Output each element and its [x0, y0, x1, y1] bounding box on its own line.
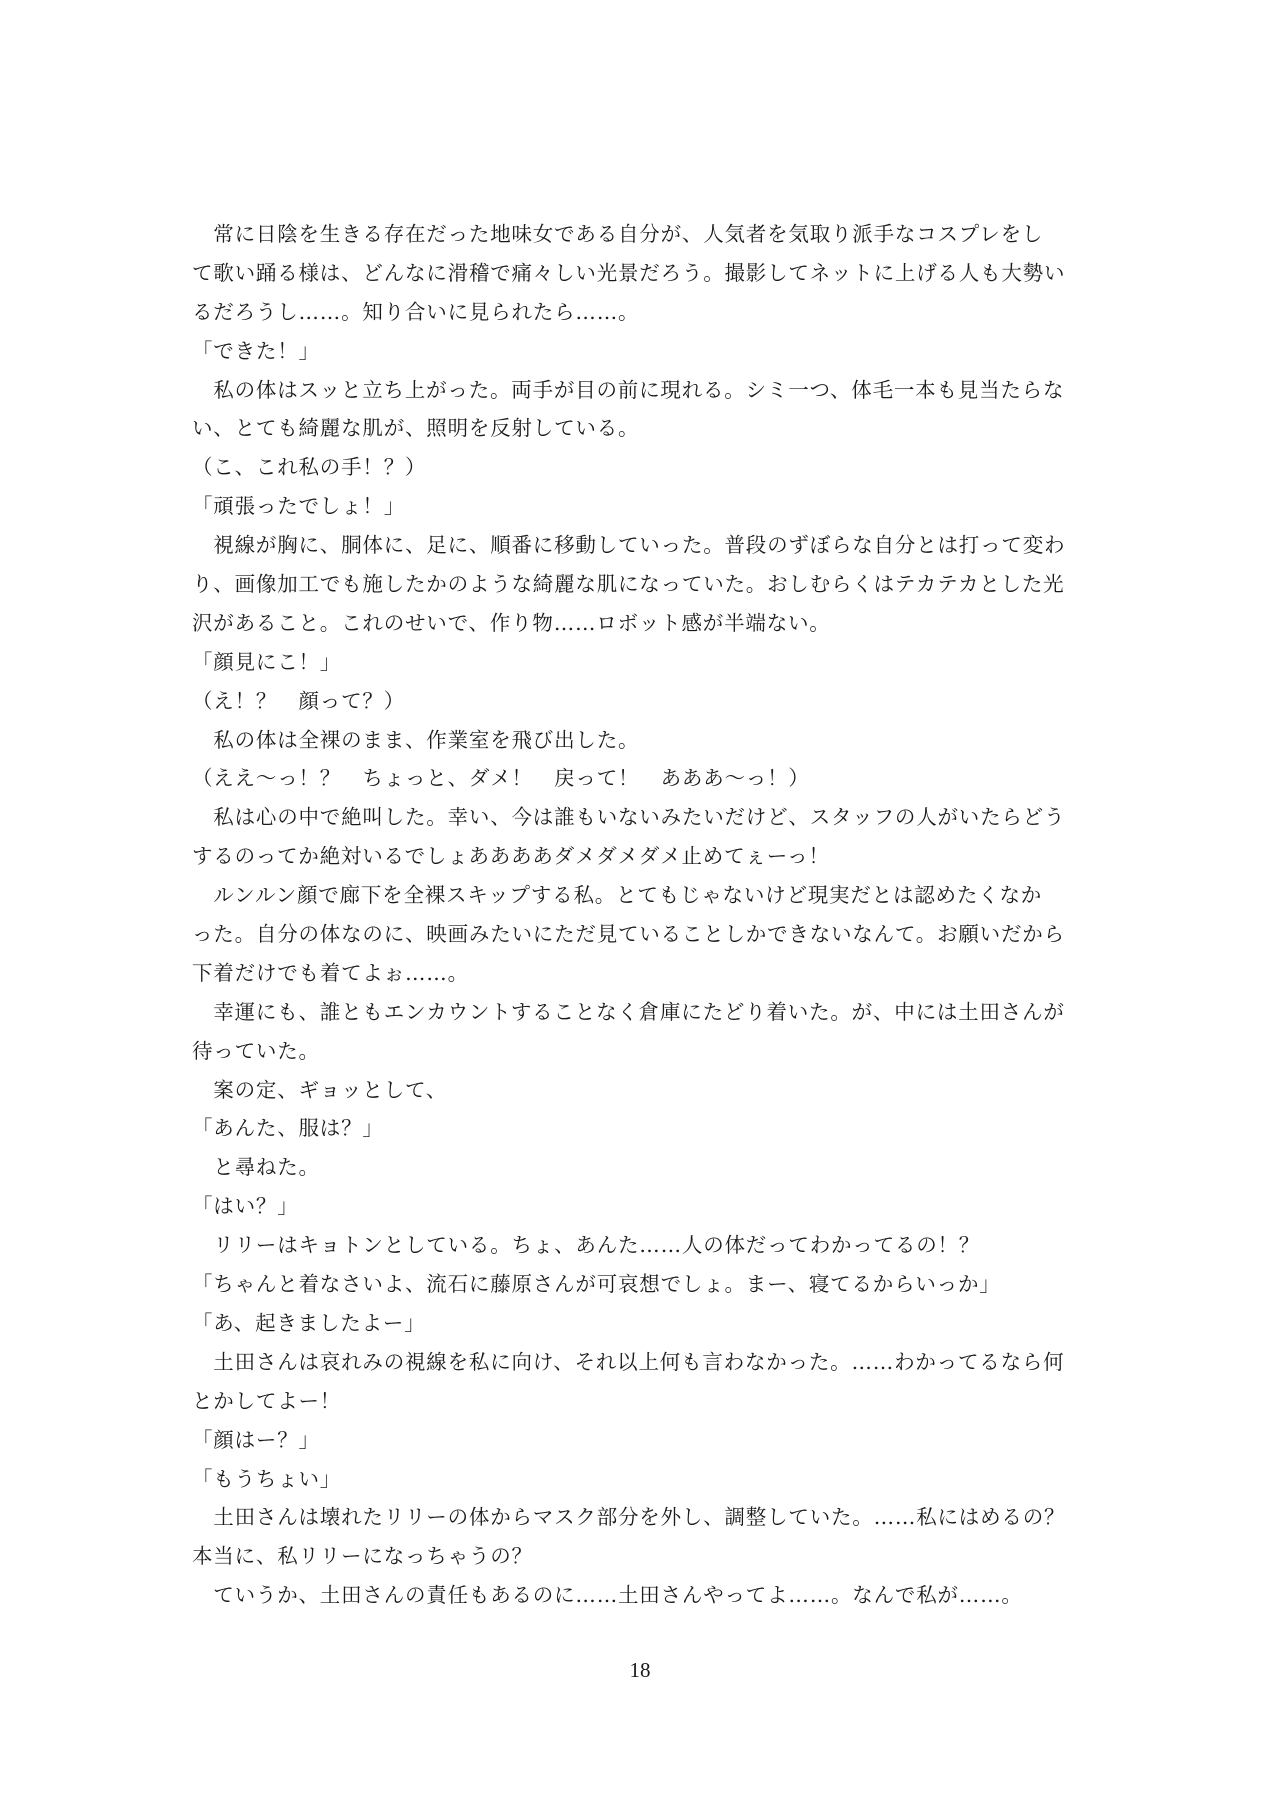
text-line: と尋ねた。 — [192, 1155, 320, 1180]
text-line: 本当に、私リリーになっちゃうの？ — [192, 1544, 533, 1569]
text-line: 「もうちょい」 — [192, 1466, 342, 1491]
text-line: （え！？ 顔って？） — [192, 688, 405, 713]
text-line: とかしてよー！ — [192, 1388, 342, 1413]
text-line: 「ちゃんと着なさいよ、流石に藤原さんが可哀想でしょ。まー、寝てるからいっか」 — [192, 1272, 1001, 1297]
text-line: （ええ〜っ！？ ちょっと、ダメ！ 戻って！ あああ〜っ！） — [192, 766, 810, 791]
text-line: 幸運にも、誰ともエンカウントすることなく倉庫にたどり着いた。が、中には土田さんが — [192, 999, 1065, 1024]
text-line: 「できた！」 — [192, 338, 320, 363]
text-line: （こ、これ私の手！？） — [192, 455, 427, 480]
text-line: リリーはキョトンとしている。ちょ、あんた……人の体だってわかってるの！？ — [192, 1233, 981, 1258]
text-line: ルンルン顔で廊下を全裸スキップする私。とてもじゃないけど現実だとは認めたくなか — [192, 883, 1043, 908]
text-line: 土田さんは哀れみの視線を私に向け、それ以上何も言わなかった。……わかってるなら何 — [192, 1349, 1065, 1374]
page-number: 18 — [629, 1658, 651, 1682]
text-line: 案の定、ギョッとして、 — [192, 1077, 448, 1102]
text-line: 私の体は全裸のまま、作業室を飛び出した。 — [192, 727, 640, 752]
text-line: 視線が胸に、胴体に、足に、順番に移動していった。普段のずぼらな自分とは打って変わ — [192, 533, 1066, 558]
text-line: するのってか絶対いるでしょああああダメダメダメ止めてぇーっ！ — [192, 844, 830, 869]
text-line: 沢があること。これのせいで、作り物……ロボット感が半端ない。 — [192, 610, 831, 635]
text-line: 私の体はスッと立ち上がった。両手が目の前に現れる。シミ一つ、体毛一本も見当たらな — [192, 377, 1065, 402]
text-line: り、画像加工でも施したかのような綺麗な肌になっていた。おしむらくはテカテカとした光 — [192, 572, 1065, 597]
text-line: 下着だけでも着てよぉ……。 — [192, 960, 469, 985]
text-line: 土田さんは壊れたリリーの体からマスク部分を外し、調整していた。……私にはめるの？ — [192, 1505, 1066, 1530]
text-line: るだろうし……。知り合いに見られたら……。 — [192, 299, 640, 324]
text-line: 「顔はー？」 — [192, 1427, 320, 1452]
body-text — [192, 215, 1092, 1615]
text-line: い、とても綺麗な肌が、照明を反射している。 — [192, 416, 640, 441]
text-line: 「あんた、服は？」 — [192, 1116, 384, 1141]
text-line: 「顔見にこ！」 — [192, 649, 342, 674]
text-line: て歌い踊る様は、どんなに滑稽で痛々しい光景だろう。撮影してネットに上げる人も大勢い — [192, 260, 1066, 285]
text-line: ていうか、土田さんの責任もあるのに……土田さんやってよ……。なんで私が……。 — [192, 1583, 1023, 1608]
text-line: 「あ、起きましたよー」 — [192, 1310, 426, 1335]
text-line: 「はい？」 — [192, 1194, 299, 1219]
text-line: 私は心の中で絶叫した。幸い、今は誰もいないみたいだけど、スタッフの人がいたらどう — [192, 805, 1066, 830]
text-line: 待っていた。 — [192, 1038, 320, 1063]
text-line: った。自分の体なのに、映画みたいにただ見ていることしかできないなんて。お願いだから — [192, 922, 1065, 947]
text-line: 常に日陰を生きる存在だった地味女である自分が、人気者を気取り派手なコスプレをし — [192, 222, 1044, 246]
text-line: 「頑張ったでしょ！」 — [192, 494, 405, 519]
